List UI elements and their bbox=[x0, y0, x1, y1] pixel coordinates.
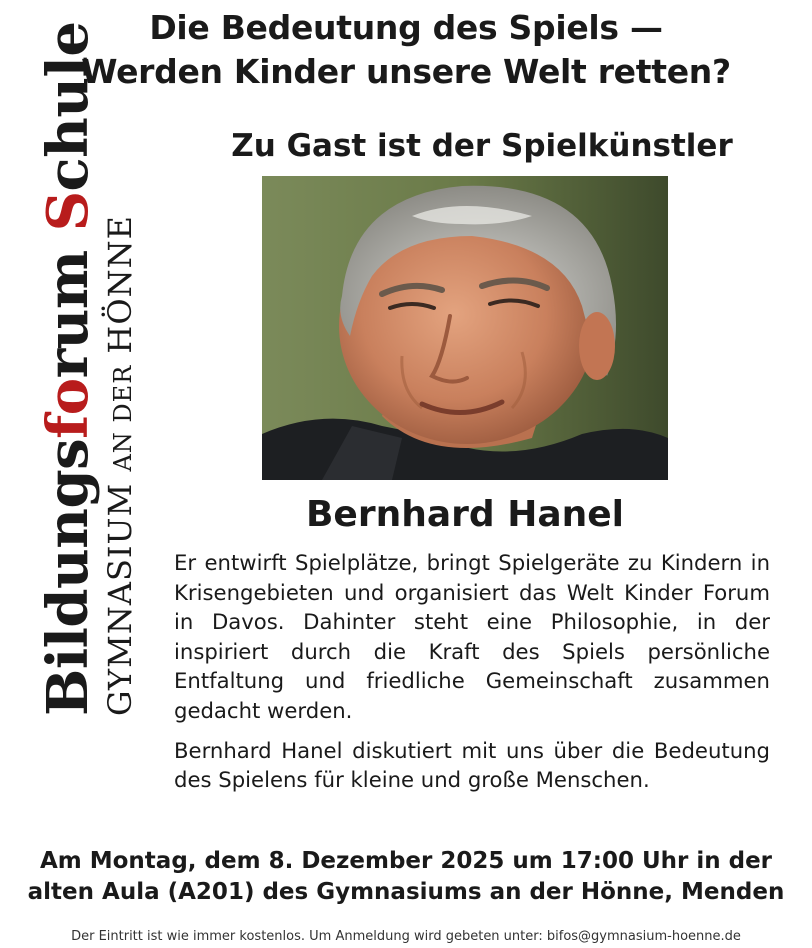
brand-title bbox=[35, 21, 101, 716]
brand-sub-gymnasium: GYMNASIUM bbox=[101, 482, 139, 716]
brand-part-chule: chule bbox=[35, 21, 101, 192]
brand-part-s: S bbox=[35, 191, 101, 232]
event-date-line: Am Montag, dem 8. Dezember 2025 um 17:00 Uhr in der bbox=[39, 848, 773, 874]
title-line-1: Die Bedeutung des Spiels — bbox=[149, 8, 663, 47]
event-location-line: alten Aula (A201) des Gymnasiums an der Hönne, Menden bbox=[27, 879, 785, 905]
brand-subtitle bbox=[100, 156, 143, 716]
organizer-logo bbox=[35, 21, 139, 716]
event-title bbox=[0, 6, 812, 94]
bio-paragraph-2: Bernhard Hanel diskutiert mit uns über die Bedeutung des Spielens für kleine und große Menschen. bbox=[174, 737, 770, 793]
event-details bbox=[0, 846, 812, 908]
brand-part-bildungs: Bildungs bbox=[35, 438, 101, 716]
brand-part-fo: fo bbox=[35, 378, 101, 439]
brand-part-rum: rum bbox=[35, 231, 101, 379]
brand-sub-hoenne: HÖNNE bbox=[101, 215, 139, 354]
brand-sub-an-der: AN DER bbox=[109, 364, 137, 472]
speaker-portrait bbox=[262, 176, 668, 480]
guest-intro: Zu Gast ist der Spielkünstler bbox=[231, 128, 733, 164]
speaker-name: Bernhard Hanel bbox=[305, 494, 625, 535]
speaker-bio bbox=[174, 548, 770, 795]
title-line-2: Werden Kinder unsere Welt retten? bbox=[81, 52, 731, 91]
bio-paragraph-1: Er entwirft Spielplätze, bringt Spielgeräte zu Kindern in Krisengebieten und organisiert das Welt Kinder Forum in Davos. Dahinter steht eine Philosophie, in der inspiriert durch die Kraft des Spiels persönliche Entfaltung und friedliche Gemeinschaft zusammen gedacht werden. bbox=[174, 550, 770, 723]
footer-note: Der Eintritt ist wie immer kostenlos. Um Anmeldung wird gebeten unter: bifos@gymnasium-hoenne.de bbox=[71, 929, 741, 944]
